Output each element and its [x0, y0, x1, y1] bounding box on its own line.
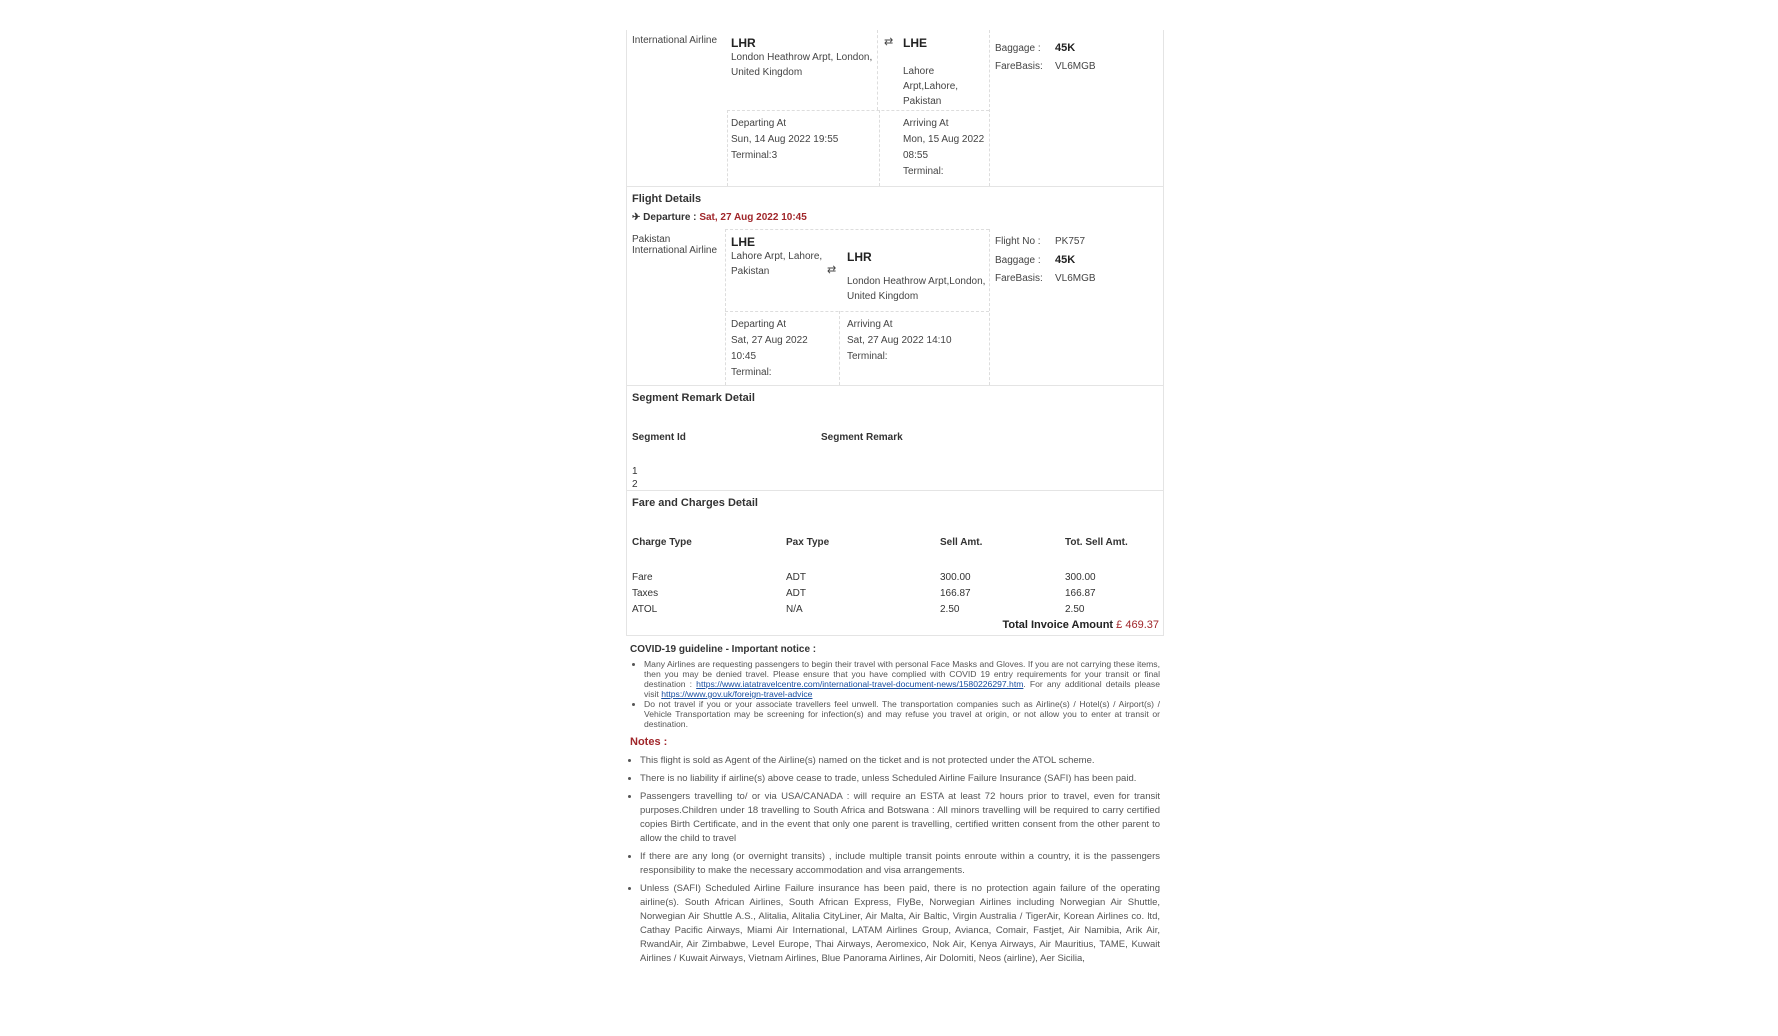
flightno-value: PK757 — [1055, 236, 1086, 247]
destination-code: LHE — [903, 36, 927, 50]
table-row-taxes-charge: Taxes — [632, 588, 659, 599]
segment-id-1: 1 — [632, 466, 638, 477]
origin-place: Lahore Arpt, Lahore, Pakistan — [731, 251, 823, 277]
departing-terminal: Terminal: — [731, 367, 772, 378]
departing-terminal: Terminal:3 — [731, 150, 778, 161]
note-item: • This flight is sold as Agent of the Airline(s) named on the ticket and is not protected under the ATOL scheme. — [640, 754, 1160, 768]
note-item: • There is no liability if airline(s) above cease to trade, unless Scheduled Airline Failure Insurance (SAFI) has been paid. — [640, 772, 1160, 786]
departure-date: Sat, 27 Aug 2022 10:45 — [699, 212, 807, 223]
pax-type-header: Pax Type — [786, 537, 830, 548]
arriving-date: Mon, 15 Aug 2022 08:55 — [903, 134, 985, 161]
origin-place: London Heathrow Arpt, London, United Kingdom — [731, 52, 873, 78]
itinerary-document — [626, 30, 1164, 1036]
flightno-row: Flight No : PK757 — [995, 236, 1086, 247]
arriving-info: Arriving At Mon, 15 Aug 2022 08:55 Terminal: — [903, 116, 985, 180]
swap-arrows-icon: ⇄ — [827, 264, 837, 276]
destination-place: London Heathrow Arpt,London, United Kingdom — [847, 276, 986, 302]
departure-line: ✈ Departure : Sat, 27 Aug 2022 10:45 — [632, 212, 807, 223]
fare-charges-title: Fare and Charges Detail — [632, 497, 758, 509]
iata-travel-link[interactable]: https://www.iatatravelcentre.com/international-travel-document-news/1580226297.htm — [696, 679, 1024, 689]
segment-remark-title: Segment Remark Detail — [632, 392, 755, 404]
fare-charges-section: Fare and Charges Detail Charge Type Pax Type Sell Amt. Tot. Sell Amt. Fare ADT 300.00 300.00 Taxes ADT 166.87 166.87 ATOL N/A 2.50 2.50 Total Invoice Amount £ 469.37 — [626, 491, 1164, 636]
covid-notice — [626, 636, 1164, 736]
airplane-icon: ✈ — [632, 212, 641, 223]
origin-block — [731, 235, 841, 279]
destination-block — [847, 250, 987, 304]
covid-item-2: • Do not travel if you or your associate travellers feel unwell. The transportation companies such as Airline(s) / Hotel(s) / Airport(s) / Vehicle Transportation may be screening for infection(s) and may refuse you travel at origin, or not allow you to enter at transit or destination. — [644, 699, 1160, 729]
departing-info: Departing At Sat, 27 Aug 2022 10:45 Terminal: — [731, 317, 831, 381]
departing-info: Departing At Sun, 14 Aug 2022 19:55 Terminal:3 — [731, 116, 871, 164]
origin-code: LHR — [731, 36, 756, 50]
arriving-info: Arriving At Sat, 27 Aug 2022 14:10 Terminal: — [847, 317, 985, 365]
farebasis-row: FareBasis: VL6MGB — [995, 61, 1096, 72]
segment-remark-header: Segment Remark — [821, 432, 903, 443]
farebasis-value: VL6MGB — [1055, 61, 1096, 72]
departing-date: Sat, 27 Aug 2022 10:45 — [731, 335, 808, 362]
destination-code: LHR — [847, 250, 872, 264]
baggage-row: Baggage : 45K — [995, 42, 1076, 54]
farebasis-value: VL6MGB — [1055, 273, 1096, 284]
notes-section — [626, 736, 1164, 1036]
destination-block — [903, 36, 983, 109]
segment-id-header: Segment Id — [632, 432, 686, 443]
table-row-atol-charge: ATOL — [632, 604, 658, 615]
segment-id-2: 2 — [632, 479, 638, 490]
arriving-terminal: Terminal: — [847, 351, 888, 362]
arriving-terminal: Terminal: — [903, 166, 944, 177]
note-item: • Unless (SAFI) Scheduled Airline Failure insurance has been paid, there is no protection again failure of the operating airline(s). South African Airlines, South African Express, FlyBe, Norwegian Airlines including Norwegian Air Shuttle, Norwegian Air Shuttle A.S., Alitalia, Alitalia CityLiner, Air Malta, Air Baltic, Virgin Australia / TigerAir, Korean Airlines co. ltd, Cathay Pacific Airways, Miami Air International, LATAM Airlines Group, Avianca, Comair, Fastjet, Air Namibia, Arik Air, RwandAir, Air Zimbabwe, Level Europe, Thai Airways, Aeromexico, Nok Air, Kenya Airways, Air Mauritius, TAME, Kuwait Airlines / Kuwait Airways, Vietnam Airlines, Blue Panorama Airlines, Air Dolomiti, Neos (airline), Aer Sicilia, — [640, 882, 1160, 966]
notes-title: Notes : — [630, 736, 668, 748]
segment-remark-section — [626, 386, 1164, 491]
table-row-fare-charge: Fare — [632, 572, 653, 583]
departing-date: Sun, 14 Aug 2022 19:55 — [731, 134, 839, 145]
total-invoice-value: £ 469.37 — [1116, 619, 1159, 631]
charge-type-header: Charge Type — [632, 537, 692, 548]
baggage-value: 45K — [1055, 42, 1076, 54]
farebasis-row: FareBasis: VL6MGB — [995, 273, 1096, 284]
arriving-date: Sat, 27 Aug 2022 14:10 — [847, 335, 952, 346]
origin-block — [727, 30, 878, 110]
gov-travel-advice-link[interactable]: https://www.gov.uk/foreign-travel-advice — [661, 689, 813, 699]
covid-item-1: • Many Airlines are requesting passengers to begin their travel with personal Face Masks and Gloves. If you are not carrying these items, then you may be denied travel. Please ensure that you have complied with COVID 19 entry requirements for your transit or final destination : https://www.iatatravelcentre.com/international-travel-document-news/1580226297.htm. For any additional details please visit https://www.gov.uk/foreign-travel-advice — [644, 659, 1160, 699]
baggage-row: Baggage : 45K — [995, 254, 1076, 266]
note-item: • Passengers travelling to/ or via USA/CANADA : will require an ESTA at least 72 hours prior to travel, even for transit purposes.Children under 18 travelling to South Africa and Botswana : All minors travelling will be required to carry certified copies Birth Certificate, and in the event that only one parent is travelling, certified written consent from the other parent to allow the child to travel — [640, 790, 1160, 846]
covid-title: COVID-19 guideline - Important notice : — [630, 644, 817, 655]
flight-details-title: Flight Details — [632, 193, 702, 205]
airline-name: International Airline — [632, 35, 718, 46]
flight-segment-2 — [626, 187, 1164, 386]
baggage-value: 45K — [1055, 254, 1076, 266]
total-invoice-amount: Total Invoice Amount £ 469.37 — [1002, 619, 1159, 631]
airline-name: Pakistan International Airline — [632, 234, 718, 256]
flight-segment-1 — [626, 30, 1164, 187]
swap-arrows-icon: ⇄ — [884, 36, 894, 48]
destination-place: Lahore Arpt,Lahore, Pakistan — [903, 66, 959, 107]
tot-sell-amt-header: Tot. Sell Amt. — [1065, 537, 1128, 548]
sell-amt-header: Sell Amt. — [940, 537, 983, 548]
note-item: • If there are any long (or overnight transits) , include multiple transit points enroute within a country, it is the passengers responsibility to make the necessary accommodation and visa arrangements. — [640, 850, 1160, 878]
origin-code: LHE — [731, 235, 755, 249]
